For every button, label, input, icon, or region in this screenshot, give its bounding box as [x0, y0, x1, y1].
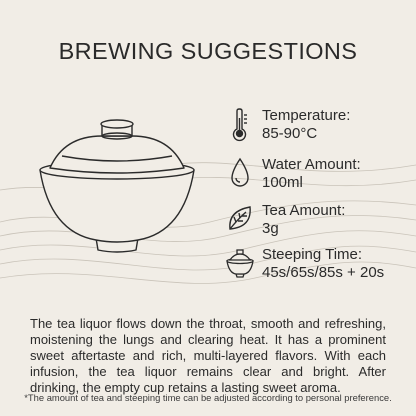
- teacup-icon: [222, 245, 258, 281]
- tea-description: The tea liquor flows down the throat, smooth and refreshing, moistening the lungs and clearing heat. It has a prominent sweet aftertaste and rich, multi-layered flavors. With each infusion, the tea liquor remains clear and bright. After drinking, the empty cup retains a lasting sweet aroma.: [30, 316, 386, 395]
- water-drop-icon: [222, 155, 258, 191]
- thermometer-icon: [222, 106, 258, 142]
- steeping-time-value: 45s/65s/85s + 20s: [262, 264, 385, 281]
- water-amount-label: Water Amount:: [262, 156, 361, 173]
- tea-amount-value: 3g: [262, 220, 279, 237]
- tea-amount-label: Tea Amount:: [262, 202, 346, 219]
- page-title: BREWING SUGGESTIONS: [58, 38, 358, 64]
- temperature-label: Temperature:: [262, 107, 351, 124]
- steeping-time-label: Steeping Time:: [262, 246, 363, 263]
- water-amount-value: 100ml: [262, 174, 303, 191]
- gaiwan-teacup-icon: [32, 116, 202, 261]
- tea-leaf-icon: [222, 201, 258, 237]
- footnote: *The amount of tea and steeping time can be adjusted according to personal preference.: [24, 392, 392, 403]
- temperature-value: 85-90°C: [262, 125, 318, 142]
